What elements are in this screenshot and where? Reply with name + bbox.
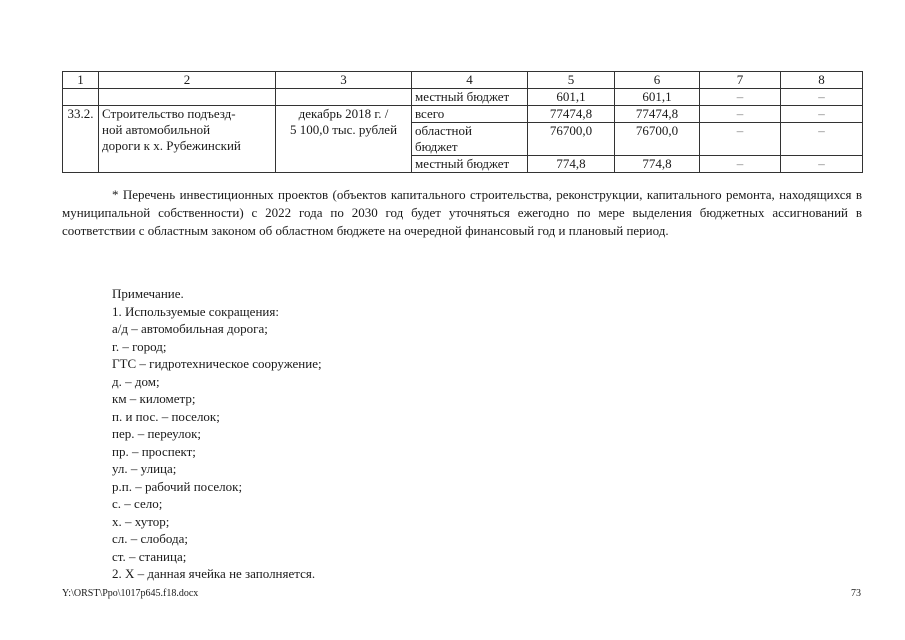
dash-cell: – <box>700 123 781 156</box>
value-cell: 76700,0 <box>528 123 615 156</box>
funding-source: местный бюджет <box>412 156 528 173</box>
list-item: г. – город; <box>112 338 167 354</box>
list-item: 1. Используемые сокращения: <box>112 303 279 319</box>
list-item: ул. – улица; <box>112 461 177 476</box>
dash-cell: – <box>700 89 781 106</box>
table-header-row <box>63 72 863 89</box>
list-item: д. – дом; <box>112 373 160 389</box>
value-cell: 76700,0 <box>615 123 700 156</box>
dash-cell: – <box>781 89 863 106</box>
funding-source: всего <box>412 106 528 123</box>
footnote-paragraph: * Перечень инвестиционных проектов (объектов капитального строительства, реконструкции, капитального ремонта, находящихся в муниципальной собственности) с 2022 года по 2030 год будет уточняться ежегодно по мере выделения бюджетных ассигнований в соответствии с областным законом об областном бюджете на очередной финансовый год и плановый период. <box>62 187 862 238</box>
deadline-line: декабрь 2018 г. / <box>298 106 389 121</box>
project-name <box>99 106 276 173</box>
dash-cell: – <box>781 156 863 173</box>
list-item: сл. – слобода; <box>112 531 189 546</box>
header-cell: 3 <box>276 72 412 89</box>
list-item: 2. Х – данная ячейка не заполняется. <box>112 566 316 581</box>
empty-cell <box>99 89 276 106</box>
source-line: областной <box>415 123 472 138</box>
table-row <box>63 89 863 106</box>
empty-cell <box>276 89 412 106</box>
header-cell: 8 <box>781 72 863 89</box>
page-number: 73 <box>851 588 861 599</box>
funding-source <box>412 123 528 156</box>
header-cell: 7 <box>700 72 781 89</box>
table-row <box>63 106 863 123</box>
header-cell: 1 <box>63 72 99 89</box>
list-item: р.п. – рабочий поселок; <box>112 478 243 494</box>
value-cell: 601,1 <box>615 89 700 106</box>
abbreviations-list <box>112 285 812 583</box>
value-cell: 774,8 <box>528 156 615 173</box>
project-number: 33.2. <box>63 106 99 173</box>
header-cell: 2 <box>99 72 276 89</box>
header-cell: 5 <box>528 72 615 89</box>
dash-cell: – <box>781 123 863 156</box>
list-item: ст. – станица; <box>112 548 187 564</box>
footer-file-path: Y:\ORST\Ppo\1017p645.f18.docx <box>62 588 199 599</box>
dash-cell: – <box>700 156 781 173</box>
header-cell: 6 <box>615 72 700 89</box>
list-item: х. – хутор; <box>112 513 170 529</box>
investment-table <box>62 71 863 173</box>
funding-source: местный бюджет <box>412 89 528 106</box>
list-item: пр. – проспект; <box>112 443 196 459</box>
empty-cell <box>63 89 99 106</box>
list-item: а/д – автомобильная дорога; <box>112 321 268 336</box>
project-deadline <box>276 106 412 173</box>
source-line: бюджет <box>415 139 458 154</box>
project-name-line: дороги к х. Рубежинский <box>102 138 241 153</box>
project-name-line: Строительство подъезд- <box>102 106 236 121</box>
list-item: км – километр; <box>112 391 196 406</box>
value-cell: 774,8 <box>615 156 700 173</box>
list-item: Примечание. <box>112 286 184 301</box>
value-cell: 77474,8 <box>528 106 615 123</box>
dash-cell: – <box>700 106 781 123</box>
dash-cell: – <box>781 106 863 123</box>
list-item: ГТС – гидротехническое сооружение; <box>112 356 322 371</box>
list-item: пер. – переулок; <box>112 426 201 441</box>
deadline-line: 5 100,0 тыс. рублей <box>289 122 398 137</box>
value-cell: 77474,8 <box>615 106 700 123</box>
project-name-line: ной автомобильной <box>102 122 211 137</box>
list-item: п. и пос. – поселок; <box>112 408 220 424</box>
header-cell: 4 <box>412 72 528 89</box>
list-item: с. – село; <box>112 496 163 511</box>
value-cell: 601,1 <box>528 89 615 106</box>
